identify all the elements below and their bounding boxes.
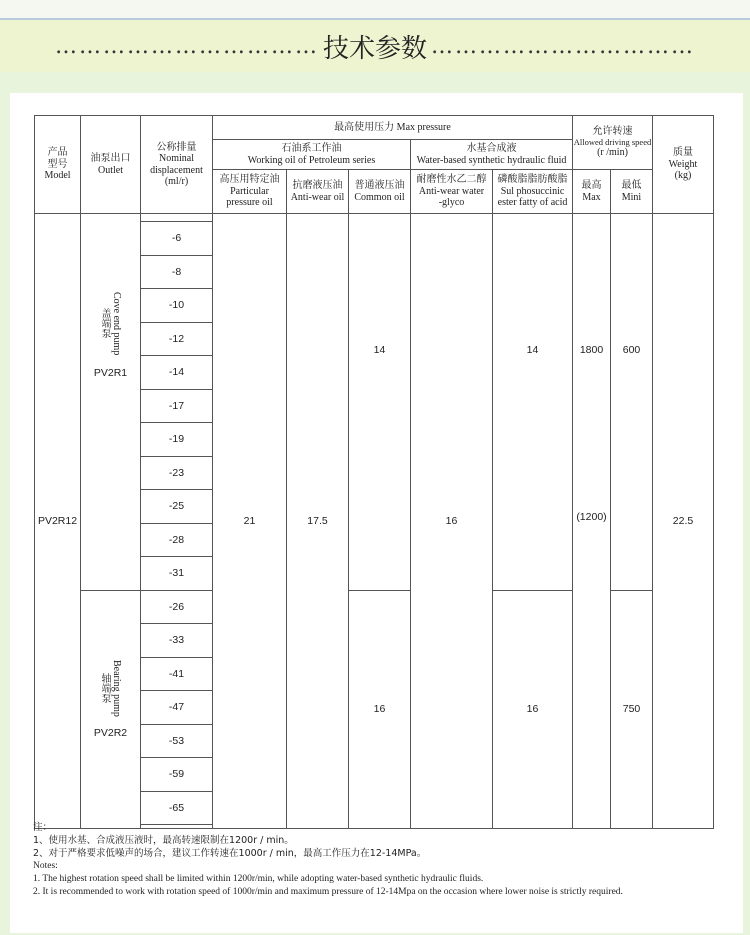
- pv2r2-name: PV2R2: [93, 726, 128, 739]
- banner-dots-left: ……………………………: [54, 33, 319, 59]
- header-speed-mini: 最低 Mini: [611, 170, 653, 214]
- notes-zh-title: 注：: [33, 822, 53, 833]
- notes-zh-2: 2、对于严格要求低噪声的场合，建议工作转速在1000r / min，最高工作压力在12-14MPa。: [33, 848, 427, 859]
- pv2r1-outlet: [81, 214, 141, 591]
- displacement-cell: -14: [141, 356, 213, 390]
- header-max-pressure: 最高使用压力 Max pressure: [213, 116, 573, 140]
- pv2r2-ester-value: 16: [493, 590, 573, 829]
- header-particular: 高压用特定油 Particular pressure oil: [213, 170, 287, 214]
- displacement-cell: -8: [141, 255, 213, 289]
- displacement-cell: -65: [141, 791, 213, 825]
- section-banner: [0, 20, 750, 72]
- displacement-cell: -19: [141, 423, 213, 457]
- header-water-based: 水基合成液 Water-based synthetic hydraulic fluid: [411, 140, 573, 170]
- displacement-cell: -31: [141, 557, 213, 591]
- notes-en-2: 2. It is recommended to work with rotation speed of 1000r/min and maximum pressure of 12-14Mpa on the occasion where lower noise is strictly required.: [33, 887, 623, 897]
- header-weight: 质量 Weight (kg): [653, 116, 714, 214]
- pv2r2-label-en: Bearing pump: [111, 659, 122, 717]
- pv2r1-common-value: 14: [349, 214, 411, 591]
- displacement-cell: -6: [141, 222, 213, 256]
- banner-dots-right: ……………………………: [431, 33, 695, 59]
- displacement-cell: -41: [141, 657, 213, 691]
- spec-panel: [10, 93, 743, 933]
- header-model: 产品 型号 Model: [35, 116, 81, 214]
- particular-value: 21: [213, 214, 287, 829]
- header-petroleum: 石油系工作油 Working oil of Petroleum series: [213, 140, 411, 170]
- disp-spacer: [141, 214, 213, 222]
- header-speed: 允许转速 Allowed driving speed (r /min): [573, 116, 653, 170]
- pv2r2-common-value: 16: [349, 590, 411, 829]
- displacement-cell: -28: [141, 523, 213, 557]
- displacement-cell: -25: [141, 490, 213, 524]
- notes-en-title: Notes:: [33, 861, 58, 871]
- antiwear-value: 17.5: [287, 214, 349, 829]
- spec-table: [34, 115, 714, 829]
- displacement-cell: -59: [141, 758, 213, 792]
- pv2r1-ester-value: 14: [493, 214, 573, 591]
- displacement-cell: -10: [141, 289, 213, 323]
- notes-section: [33, 821, 723, 899]
- header-ester: 磷酸脂脂肪酸脂 Sul phosuccinic ester fatty of acid: [493, 170, 573, 214]
- glyco-value: 16: [411, 214, 493, 829]
- header-outlet: 油泵出口 Outlet: [81, 116, 141, 214]
- displacement-cell: -53: [141, 724, 213, 758]
- displacement-cell: -12: [141, 322, 213, 356]
- pv2r1-speed-min-value: 600: [611, 214, 653, 591]
- header-common: 普通液压油 Common oil: [349, 170, 411, 214]
- displacement-cell: -26: [141, 590, 213, 624]
- header-antiwear: 抗磨液压油 Anti-wear oil: [287, 170, 349, 214]
- displacement-cell: -23: [141, 456, 213, 490]
- notes-zh-1: 1、使用水基、合成液压液时，最高转速限制在1200r / min。: [33, 835, 294, 846]
- section-title: 技术参数: [322, 33, 427, 64]
- notes-en-1: 1. The highest rotation speed shall be limited within 1200r/min, while adopting water-based synthetic hydraulic fluids.: [33, 874, 484, 884]
- pv2r2-label-zh: 轴端泵: [99, 673, 110, 704]
- weight-value: 22.5: [653, 214, 714, 829]
- header-glyco: 耐磨性水乙二醇 Anti-wear water -glyco: [411, 170, 493, 214]
- model-cell: PV2R12: [35, 214, 81, 829]
- header-displacement: 公称排量 Nominal displacement (ml/r): [141, 116, 213, 214]
- header-speed-max: 最高 Max: [573, 170, 611, 214]
- displacement-cell: -33: [141, 624, 213, 658]
- speed-max-value: 1800: [579, 344, 604, 356]
- pv2r1-label-zh: 盖端泵: [99, 308, 110, 339]
- displacement-cell: -17: [141, 389, 213, 423]
- speed-max-water-value: (1200): [576, 511, 607, 524]
- displacement-cell: -47: [141, 691, 213, 725]
- pv2r2-speed-min-value: 750: [611, 590, 653, 829]
- pv2r1-name: PV2R1: [93, 367, 128, 380]
- speed-max-cell: [573, 214, 611, 829]
- pv2r2-outlet: [81, 590, 141, 829]
- pv2r1-label-en: Cove end pump: [111, 291, 122, 356]
- top-strip: [0, 0, 750, 20]
